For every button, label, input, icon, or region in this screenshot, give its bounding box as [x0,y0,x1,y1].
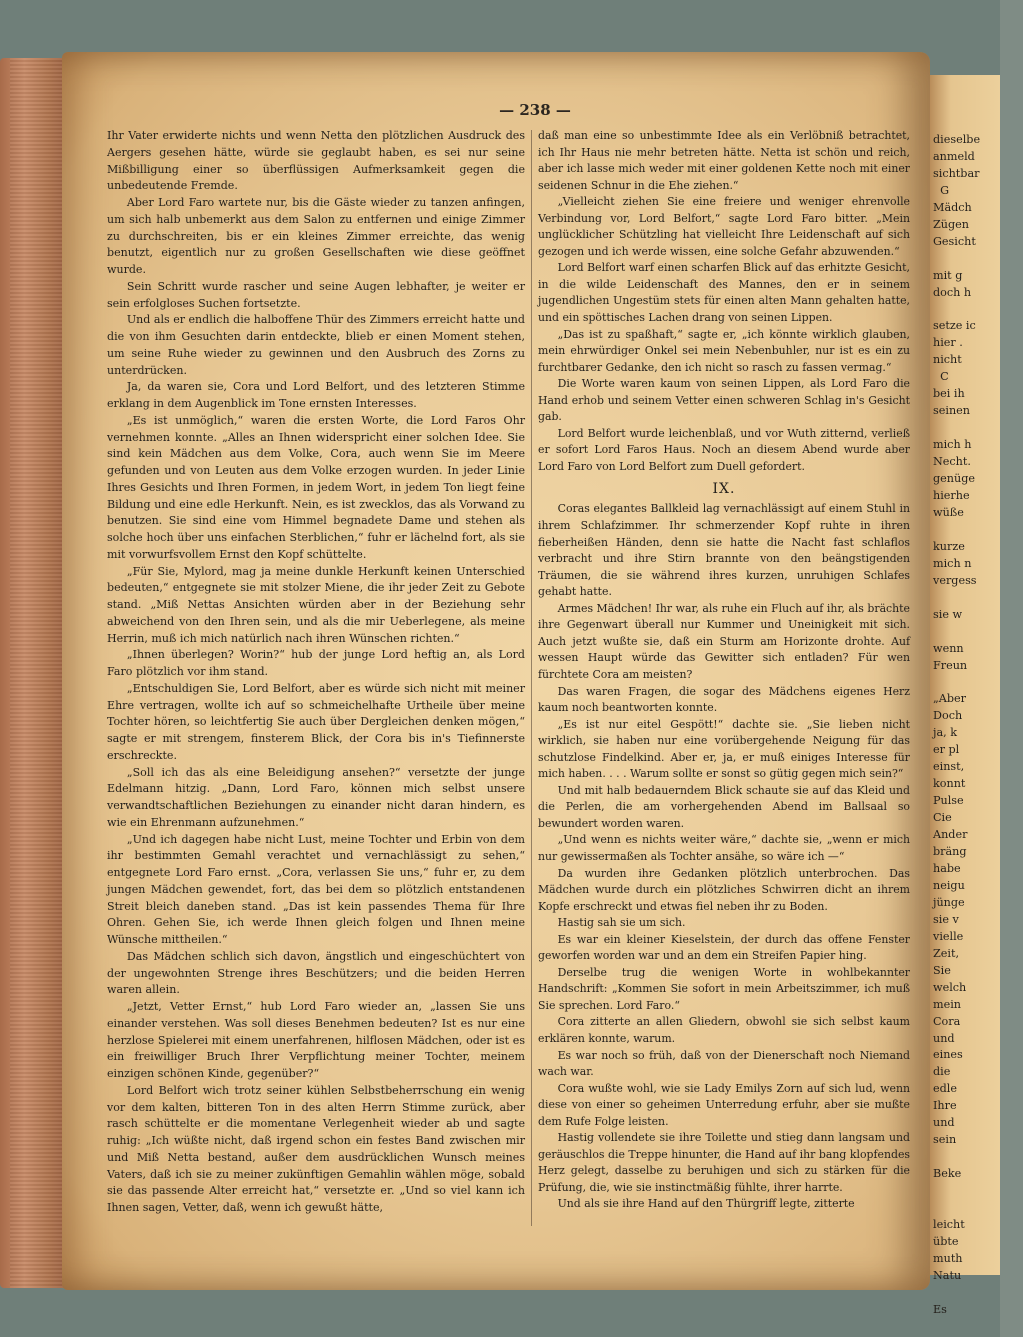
paragraph: „Und wenn es nichts weiter wäre,“ dachte sie, „wenn er mich nur gewissermaßen als Tochter ansähe, so wäre ich —“ [538,833,910,863]
paragraph: Lord Belfort wich trotz seiner kühlen Selbstbeherrschung ein wenig vor dem kalten, bitteren Ton in des alten Herrn Stimme zurück, aber rasch schüttelte er die momentane Verlegenheit wieder ab und sagte ruhig: „Ich wüßte nicht, daß irgend schon ein festes Band zwischen mir und Miß Netta bestand, außer dem ausdrücklichen Wunsch meines Vaters, daß ich sie zu meiner zukünftigen Gemahlin wählen möge, sobald sie das passende Alter erreicht hat,“ versetzte er. „Und so viel kann ich Ihnen sagen, Vetter, daß, wenn ich gewußt hätte, [107,1083,525,1214]
chapter-heading: IX. [712,481,736,498]
paragraph: „Entschuldigen Sie, Lord Belfort, aber es würde sich nicht mit meiner Ehre vertragen, wollte ich auf so schmeichelhafte Urtheile über meine Tochter hören, so leichtfertig Sie auch über Dergleichen denken mögen,“ sagte er mit strengem, finsterem Blick, der Cora bis in's Tiefinnerste erschreckte. [107,681,525,762]
facing-page [930,75,1000,1316]
paragraph: Das waren Fragen, die sogar des Mädchens eigenes Herz kaum noch beantworten konnte. [538,684,910,715]
paragraph: Coras elegantes Ballkleid lag vernachlässigt auf einem Stuhl in ihrem Schlafzimmer. Ihr schmerzender Kopf ruhte in ihren fieberheißen Händen, denn sie hatte die Nacht fast schlaflos verbracht und ihre Stirn brannte von den beängstigenden Träumen, die sie während ihres kurzen, unruhigen Schlafes gehabt hatte. [538,502,910,599]
paragraph: Und mit halb bedauerndem Blick schaute sie auf das Kleid und die Perlen, die am vorhergehenden Abend im Ballsaal so bewundert worden waren. [538,783,910,830]
paragraph: Lord Belfort wurde leichenblaß, und vor Wuth zitternd, verließ er sofort Lord Faros Haus. Noch an diesem Abend wurde aber Lord Faro von Lord Belfort zum Duell gefordert. [538,426,910,473]
paragraph: „Das ist zu spaßhaft,“ sagte er, „ich könnte wirklich glauben, mein ehrwürdiger Onkel sei mein Nebenbuhler, nur ist es ein zu furchtbarer Gedanke, den ich nicht so rasch zu fassen vermag.“ [538,327,910,374]
paragraph: Hastig sah sie um sich. [557,916,686,930]
paragraph: Derselbe trug die wenigen Worte in wohlbekannter Handschrift: „Kommen Sie sofort in mein Arbeitszimmer, ich muß Sie sprechen. Lord Faro.“ [538,965,910,1012]
paragraph: Es war noch so früh, daß von der Dienerschaft noch Niemand wach war. [538,1048,910,1079]
paragraph: Ja, da waren sie, Cora und Lord Belfort, und des letzteren Stimme erklang in dem Augenblick im Tone ernsten Interesses. [107,380,525,410]
right-column-part-2 [538,501,910,1213]
paragraph: Aber Lord Faro wartete nur, bis die Gäste wieder zu tanzen anfingen, um sich halb unbemerkt aus dem Salon zu entfernen und einige Zimmer zu durchschreiten, bis er ein kleines Zimmer erreichte, das wenig benutzt, eigentlich nur zu großen Gesellschaften wie diese geöffnet wurde. [107,196,525,276]
paragraph: Sein Schritt wurde rascher und seine Augen lebhafter, je weiter er sein erfolgloses Suchen fortsetzte. [107,279,525,310]
paragraph: „Und ich dagegen habe nicht Lust, meine Tochter und Erbin von dem ihr bestimmten Gemahl verachtet und vernachlässigt zu sehen,“ entgegnete Lord Faro ernst. „Cora, verlassen Sie uns,“ fuhr er, zu dem jungen Mädchen gewendet, fort, das bei dem so plötzlich entstandenen Streit bleich daneben stand. „Das ist kein passendes Thema für Ihre Ohren. Gehen Sie, ich werde Ihnen gleich folgen und Ihnen meine Wünsche mittheilen.“ [107,832,525,946]
right-column-part-1 [538,128,910,475]
paragraph: Cora wußte wohl, wie sie Lady Emilys Zorn auf sich lud, wenn diese von einer so geheimen Unterredung erfuhr, aber sie mußte dem Rufe Folge leisten. [538,1081,910,1128]
left-text-column [107,128,525,1217]
facing-page-text-fragment: dieselbe anmeld sichtbar G Mädch Zügen Gesicht mit g doch h setze ic hier . nicht C bei ih seinen mich h Necht. genüge hierhe wüße kurze mich n vergess sie w wenn Freun „Aber Doch ja, k er pl einst, konnt Pulse Cie Ander bräng habe neigu jünge sie v vielle Zeit, Sie welch mein Cora und eines die edle Ihre und sein Beke leicht übte muth Natu Es [933,133,981,1316]
paragraph: Hastig vollendete sie ihre Toilette und stieg dann langsam und geräuschlos die Treppe hinunter, die Hand auf ihr bang klopfendes Herz gelegt, dasselbe zu beruhigen und sich zu stärken für die Prüfung, die, wie sie instinctmäßig fühlte, ihrer harrte. [538,1131,910,1194]
paragraph: „Ihnen überlegen? Worin?“ hub der junge Lord heftig an, als Lord Faro plötzlich vor ihm stand. [107,648,525,678]
paragraph: „Es ist nur eitel Gespött!“ dachte sie. „Sie lieben nicht wirklich, sie haben nur eine vorübergehende Neigung für das schutzlose Findelkind. Aber er, ja, er muß einiges Interesse für mich haben. . . . Warum sollte er sonst so gütig gegen mich sein?“ [538,717,910,781]
paragraph: Es war ein kleiner Kieselstein, der durch das offene Fenster geworfen worden war und an dem ein Streifen Papier hing. [538,932,910,963]
right-text-column [538,128,910,1213]
paragraph: daß man eine so unbestimmte Idee als ein Verlöbniß betrachtet, ich Ihr Haus nie mehr betreten hätte. Netta ist schön und reich, aber ich lasse mich weder mit einer goldenen Kette noch mit einer seidenen Schnur in die Ehe ziehen.“ [538,129,910,192]
paragraph: Armes Mädchen! Ihr war, als ruhe ein Fluch auf ihr, als brächte ihre Gegenwart überall nur Kummer und Uneinigkeit mit sich. Auch jetzt wußte sie, daß ein Sturm am Horizonte drohte. Auf wessen Haupt würde das Gewitter sich entladen? Für wen fürchtete Cora am meisten? [538,601,910,681]
paragraph: „Soll ich das als eine Beleidigung ansehen?“ versetzte der junge Edelmann hitzig. „Dann, Lord Faro, können mich selbst unsere verwandtschaftlichen Beziehungen zu einander nicht daran hindern, es wie ein Ehrenmann aufzunehmen.“ [107,765,525,829]
paragraph: „Vielleicht ziehen Sie eine freiere und weniger ehrenvolle Verbindung vor, Lord Belfort,“ sagte Lord Faro bitter. „Mein unglücklicher Schützling hat vielleicht Ihre Leidenschaft auf sich gezogen und ich werde wissen, eine solche Gefahr abzuwenden.“ [538,195,910,258]
paragraph: Cora zitterte an allen Gliedern, obwohl sie sich selbst kaum erklären konnte, warum. [538,1015,910,1045]
book-page-edges [0,58,70,1288]
column-divider [531,130,532,1226]
paragraph: Und als er endlich die halboffene Thür des Zimmers erreicht hatte und die von ihm Gesuchten darin entdeckte, blieb er einen Moment stehen, um seine Ruhe wieder zu gewinnen und den Ausbruch des Zorns zu unterdrücken. [107,313,525,377]
paragraph: Ihr Vater erwiderte nichts und wenn Netta den plötzlichen Ausdruck des Aergers gesehen hätte, würde sie geglaubt haben, es sei nur seine Mißbilligung einer so überflüssigen Aufmerksamkeit gegen die unbedeutende Fremde. [107,129,525,193]
paragraph: „Für Sie, Mylord, mag ja meine dunkle Herkunft keinen Unterschied bedeuten,“ entgegnete sie mit stolzer Miene, die ihr jeder Zeit zu Gebote stand. „Miß Nettas Ansichten würden aber in der Beziehung sehr abweichend von den Ihren sein, und als die mir Ueberlegene, als meine Herrin, muß ich mich natürlich nach ihren Wünschen richten.“ [107,564,525,645]
paragraph: Und als sie ihre Hand auf den Thürgriff legte, zitterte [557,1197,855,1211]
paragraph: Da wurden ihre Gedanken plötzlich unterbrochen. Das Mädchen wurde durch ein plötzliches Schwirren dicht an ihrem Kopfe erschreckt und etwas fiel neben ihr zu Boden. [538,866,910,913]
paragraph: Das Mädchen schlich sich davon, ängstlich und eingeschüchtert von der ungewohnten Strenge ihres Beschützers; und die beiden Herren waren allein. [107,949,525,997]
paragraph: Die Worte waren kaum von seinen Lippen, als Lord Faro die Hand erhob und seinem Vetter einen schweren Schlag in's Gesicht gab. [538,377,910,424]
paragraph: „Es ist unmöglich,“ waren die ersten Worte, die Lord Faros Ohr vernehmen konnte. „Alles an Ihnen widerspricht einer solchen Idee. Sie sind kein Mädchen aus dem Volke, Cora, auch wenn Sie im Meere gefunden und von Leuten aus dem Volke erzogen wurden. In jeder Linie Ihres Gesichts und Ihren Formen, in jedem Wort, in jedem Ton liegt feine Bildung und eine edle Herkunft. Nein, es ist zwecklos, das als Vorwand zu benutzen. Sie sind eine vom Himmel begnadete Dame und stehen als solche hoch über uns einfachen Sterblichen,“ fuhr er lächelnd fort, als sie mit vorwurfsvollem Ernst den Kopf schüttelte. [107,413,525,561]
paragraph: Lord Belfort warf einen scharfen Blick auf das erhitzte Gesicht, in die wilde Leidenschaft des Mannes, den er in seinem jugendlichen Ungestüm stets für einen alten Mann gehalten hatte, und ein spöttisches Lachen drang von seinen Lippen. [538,261,910,325]
paragraph: „Jetzt, Vetter Ernst,“ hub Lord Faro wieder an, „lassen Sie uns einander verstehen. Was soll dieses Benehmen bedeuten? Ist es nur eine herzlose Spielerei mit einem unerfahrenen, hilflosen Mädchen, oder ist es ein freiwilliger Bruch Ihrer Verpflichtung meiner Tochter, meinem einzigen schönen Kinde, gegenüber?“ [107,1000,525,1080]
page-number: — 238 — [499,101,571,119]
